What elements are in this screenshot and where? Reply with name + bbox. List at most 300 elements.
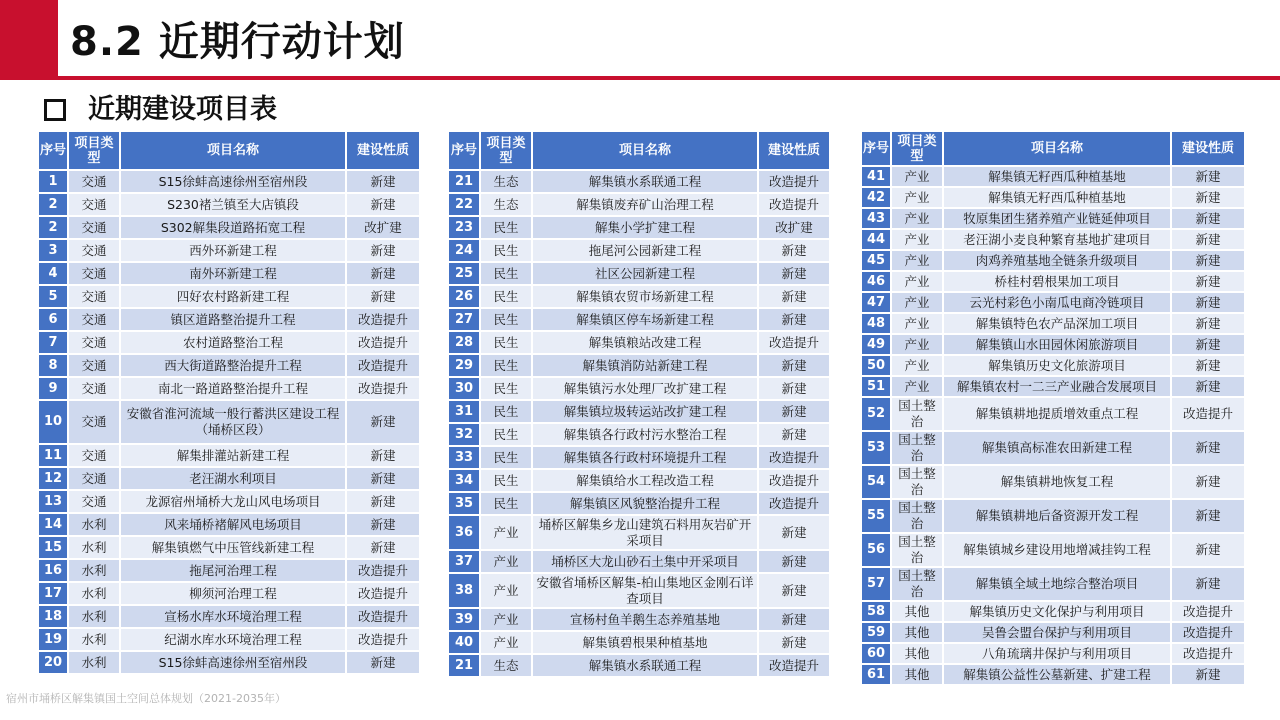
- row-type: 交通: [69, 332, 119, 353]
- row-name: 解集镇粮站改建工程: [533, 332, 757, 353]
- row-nature: 新建: [347, 652, 419, 673]
- row-type: 民生: [481, 401, 531, 422]
- row-nature: 新建: [759, 355, 829, 376]
- row-name: S15徐蚌高速徐州至宿州段: [121, 652, 345, 673]
- row-type: 国土整治: [892, 534, 942, 566]
- row-name: 宣杨水库水环境治理工程: [121, 606, 345, 627]
- row-name: 云光村彩色小南瓜电商冷链项目: [944, 293, 1170, 312]
- header-nature: 建设性质: [759, 132, 829, 169]
- row-number: 32: [449, 424, 479, 445]
- row-nature: 新建: [759, 401, 829, 422]
- row-number: 9: [39, 378, 67, 399]
- row-nature: 新建: [347, 194, 419, 215]
- table-row: [862, 188, 1244, 207]
- table-row: [449, 355, 829, 376]
- row-nature: 新建: [759, 609, 829, 630]
- table-row: [449, 493, 829, 514]
- row-type: 产业: [481, 632, 531, 653]
- row-type: 产业: [892, 356, 942, 375]
- row-name: 镇区道路整治提升工程: [121, 309, 345, 330]
- row-number: 20: [39, 652, 67, 673]
- row-number: 14: [39, 514, 67, 535]
- row-name: 解集镇给水工程改造工程: [533, 470, 757, 491]
- row-nature: 新建: [759, 286, 829, 307]
- row-type: 民生: [481, 263, 531, 284]
- row-name: 解集镇污水处理厂改扩建工程: [533, 378, 757, 399]
- row-number: 4: [39, 263, 67, 284]
- row-name: 解集镇燃气中压管线新建工程: [121, 537, 345, 558]
- row-number: 52: [862, 398, 890, 430]
- row-nature: 新建: [347, 537, 419, 558]
- row-nature: 新建: [1172, 335, 1244, 354]
- row-name: 风来埇桥褚解风电场项目: [121, 514, 345, 535]
- row-nature: 改造提升: [347, 378, 419, 399]
- table-row: [39, 286, 419, 307]
- table-row: [862, 209, 1244, 228]
- row-type: 产业: [481, 574, 531, 607]
- row-number: 35: [449, 493, 479, 514]
- row-name: 社区公园新建工程: [533, 263, 757, 284]
- table-row: [449, 609, 829, 630]
- row-number: 26: [449, 286, 479, 307]
- table-row: [862, 251, 1244, 270]
- row-number: 51: [862, 377, 890, 396]
- row-number: 8: [39, 355, 67, 376]
- row-type: 国土整治: [892, 432, 942, 464]
- row-type: 交通: [69, 378, 119, 399]
- row-type: 产业: [481, 609, 531, 630]
- row-name: 老汪湖水利项目: [121, 468, 345, 489]
- row-number: 43: [862, 209, 890, 228]
- header-name: 项目名称: [121, 132, 345, 169]
- row-type: 民生: [481, 332, 531, 353]
- row-number: 40: [449, 632, 479, 653]
- table-row: [39, 263, 419, 284]
- row-name: 安徽省埇桥区解集-柏山集地区金刚石详查项目: [533, 574, 757, 607]
- row-number: 2: [39, 194, 67, 215]
- row-nature: 改扩建: [759, 217, 829, 238]
- title-accent-block: [0, 0, 58, 80]
- table-row: [449, 551, 829, 572]
- row-number: 10: [39, 401, 67, 443]
- row-type: 产业: [892, 293, 942, 312]
- row-number: 61: [862, 665, 890, 684]
- table-row: [449, 378, 829, 399]
- row-number: 30: [449, 378, 479, 399]
- row-nature: 新建: [1172, 272, 1244, 291]
- row-number: 24: [449, 240, 479, 261]
- row-name: S230褚兰镇至大店镇段: [121, 194, 345, 215]
- row-type: 水利: [69, 583, 119, 604]
- project-table-1: [37, 130, 421, 675]
- row-number: 25: [449, 263, 479, 284]
- row-nature: 新建: [759, 378, 829, 399]
- row-name: 安徽省淮河流域一般行蓄洪区建设工程（埇桥区段）: [121, 401, 345, 443]
- row-type: 产业: [892, 230, 942, 249]
- row-number: 11: [39, 445, 67, 466]
- row-type: 民生: [481, 355, 531, 376]
- row-nature: 新建: [347, 286, 419, 307]
- row-name: S15徐蚌高速徐州至宿州段: [121, 171, 345, 192]
- table-row: [862, 272, 1244, 291]
- row-type: 产业: [892, 188, 942, 207]
- row-nature: 新建: [1172, 251, 1244, 270]
- row-name: 西外环新建工程: [121, 240, 345, 261]
- table-row: [39, 171, 419, 192]
- row-nature: 新建: [347, 491, 419, 512]
- table-row: [39, 355, 419, 376]
- table-row: [39, 606, 419, 627]
- row-name: 解集镇历史文化保护与利用项目: [944, 602, 1170, 621]
- row-type: 交通: [69, 309, 119, 330]
- row-nature: 新建: [1172, 314, 1244, 333]
- row-number: 37: [449, 551, 479, 572]
- row-number: 23: [449, 217, 479, 238]
- row-type: 民生: [481, 286, 531, 307]
- row-number: 18: [39, 606, 67, 627]
- table-row: [39, 468, 419, 489]
- table-row: [862, 534, 1244, 566]
- row-type: 水利: [69, 560, 119, 581]
- table-row: [449, 217, 829, 238]
- table-row: [449, 332, 829, 353]
- row-type: 国土整治: [892, 568, 942, 600]
- row-name: 解集镇无籽西瓜种植基地: [944, 167, 1170, 186]
- row-type: 国土整治: [892, 466, 942, 498]
- row-nature: 新建: [1172, 209, 1244, 228]
- header-seq: 序号: [39, 132, 67, 169]
- row-name: 南外环新建工程: [121, 263, 345, 284]
- row-number: 13: [39, 491, 67, 512]
- row-type: 交通: [69, 491, 119, 512]
- row-name: S302解集段道路拓宽工程: [121, 217, 345, 238]
- row-nature: 新建: [1172, 188, 1244, 207]
- row-name: 解集镇全域土地综合整治项目: [944, 568, 1170, 600]
- table-row: [449, 286, 829, 307]
- row-name: 解集镇碧根果种植基地: [533, 632, 757, 653]
- row-number: 39: [449, 609, 479, 630]
- row-nature: 新建: [347, 401, 419, 443]
- table-row: [449, 447, 829, 468]
- row-type: 国土整治: [892, 500, 942, 532]
- row-type: 产业: [892, 314, 942, 333]
- row-nature: 新建: [759, 240, 829, 261]
- row-type: 其他: [892, 644, 942, 663]
- row-name: 柳须河治理工程: [121, 583, 345, 604]
- row-type: 生态: [481, 171, 531, 192]
- row-number: 49: [862, 335, 890, 354]
- row-name: 埇桥区解集乡龙山建筑石料用灰岩矿开采项目: [533, 516, 757, 549]
- row-name: 解集镇水系联通工程: [533, 171, 757, 192]
- row-nature: 新建: [347, 514, 419, 535]
- row-type: 产业: [892, 209, 942, 228]
- row-name: 解集镇垃圾转运站改扩建工程: [533, 401, 757, 422]
- row-number: 46: [862, 272, 890, 291]
- row-nature: 新建: [347, 445, 419, 466]
- row-number: 58: [862, 602, 890, 621]
- row-type: 产业: [481, 516, 531, 549]
- table-row: [862, 377, 1244, 396]
- row-name: 解集镇各行政村环境提升工程: [533, 447, 757, 468]
- table-row: [39, 583, 419, 604]
- row-name: 纪湖水库水环境治理工程: [121, 629, 345, 650]
- row-name: 桥桂村碧根果加工项目: [944, 272, 1170, 291]
- row-type: 水利: [69, 537, 119, 558]
- row-nature: 改造提升: [759, 332, 829, 353]
- table-row: [449, 171, 829, 192]
- project-table-3: [860, 130, 1246, 686]
- row-type: 水利: [69, 652, 119, 673]
- header-name: 项目名称: [533, 132, 757, 169]
- table-row: [39, 401, 419, 443]
- table-row: [449, 424, 829, 445]
- table-row: [862, 500, 1244, 532]
- row-type: 交通: [69, 401, 119, 443]
- row-type: 产业: [892, 251, 942, 270]
- table-row: [39, 309, 419, 330]
- row-nature: 改造提升: [347, 629, 419, 650]
- table-row: [39, 194, 419, 215]
- row-type: 交通: [69, 445, 119, 466]
- row-nature: 改造提升: [759, 655, 829, 676]
- table-row: [39, 445, 419, 466]
- table-row: [39, 378, 419, 399]
- row-number: 3: [39, 240, 67, 261]
- row-number: 54: [862, 466, 890, 498]
- row-name: 解集镇区停车场新建工程: [533, 309, 757, 330]
- row-number: 41: [862, 167, 890, 186]
- row-name: 解集镇水系联通工程: [533, 655, 757, 676]
- footer-caption: 宿州市埇桥区解集镇国土空间总体规划（2021-2035年）: [6, 692, 286, 705]
- row-number: 53: [862, 432, 890, 464]
- table-row: [39, 217, 419, 238]
- row-nature: 改造提升: [759, 447, 829, 468]
- row-nature: 新建: [1172, 665, 1244, 684]
- row-type: 产业: [892, 335, 942, 354]
- table-row: [862, 314, 1244, 333]
- row-number: 60: [862, 644, 890, 663]
- row-number: 48: [862, 314, 890, 333]
- row-type: 民生: [481, 470, 531, 491]
- row-nature: 改造提升: [759, 470, 829, 491]
- row-number: 7: [39, 332, 67, 353]
- row-name: 解集镇高标准农田新建工程: [944, 432, 1170, 464]
- header-nature: 建设性质: [347, 132, 419, 169]
- table-row: [862, 230, 1244, 249]
- row-number: 21: [449, 171, 479, 192]
- row-name: 埇桥区大龙山砂石土集中开采项目: [533, 551, 757, 572]
- row-number: 19: [39, 629, 67, 650]
- row-name: 解集镇农贸市场新建工程: [533, 286, 757, 307]
- row-nature: 新建: [347, 468, 419, 489]
- row-number: 21: [449, 655, 479, 676]
- table-row: [862, 335, 1244, 354]
- row-nature: 新建: [1172, 432, 1244, 464]
- table-row: [862, 665, 1244, 684]
- row-nature: 改造提升: [1172, 398, 1244, 430]
- row-nature: 新建: [347, 263, 419, 284]
- table-row: [862, 568, 1244, 600]
- row-number: 1: [39, 171, 67, 192]
- table-row: [449, 655, 829, 676]
- row-nature: 新建: [1172, 293, 1244, 312]
- table-row: [39, 537, 419, 558]
- row-number: 17: [39, 583, 67, 604]
- header-type: 项目类型: [481, 132, 531, 169]
- table-row: [862, 466, 1244, 498]
- row-nature: 新建: [1172, 500, 1244, 532]
- row-name: 拖尾河公园新建工程: [533, 240, 757, 261]
- row-type: 产业: [481, 551, 531, 572]
- row-number: 12: [39, 468, 67, 489]
- row-type: 水利: [69, 629, 119, 650]
- row-name: 解集镇耕地提质增效重点工程: [944, 398, 1170, 430]
- row-number: 42: [862, 188, 890, 207]
- row-number: 36: [449, 516, 479, 549]
- row-name: 解集镇各行政村污水整治工程: [533, 424, 757, 445]
- row-name: 解集镇特色农产品深加工项目: [944, 314, 1170, 333]
- row-type: 民生: [481, 240, 531, 261]
- header-seq: 序号: [449, 132, 479, 169]
- page-title: 8.2 近期行动计划: [70, 19, 405, 65]
- row-name: 解集镇耕地后备资源开发工程: [944, 500, 1170, 532]
- row-nature: 新建: [1172, 230, 1244, 249]
- row-nature: 新建: [1172, 466, 1244, 498]
- row-name: 南北一路道路整治提升工程: [121, 378, 345, 399]
- row-nature: 新建: [759, 309, 829, 330]
- row-nature: 新建: [759, 424, 829, 445]
- row-nature: 改造提升: [759, 194, 829, 215]
- header-type: 项目类型: [69, 132, 119, 169]
- row-name: 吴鲁会盟台保护与利用项目: [944, 623, 1170, 642]
- row-nature: 改造提升: [347, 309, 419, 330]
- title-underline: [58, 76, 1280, 80]
- row-type: 交通: [69, 355, 119, 376]
- row-nature: 新建: [1172, 167, 1244, 186]
- row-name: 西大街道路整治提升工程: [121, 355, 345, 376]
- row-number: 56: [862, 534, 890, 566]
- row-type: 产业: [892, 167, 942, 186]
- row-name: 解集镇农村一二三产业融合发展项目: [944, 377, 1170, 396]
- row-name: 拖尾河治理工程: [121, 560, 345, 581]
- header-nature: 建设性质: [1172, 132, 1244, 165]
- row-name: 解集镇消防站新建工程: [533, 355, 757, 376]
- row-number: 5: [39, 286, 67, 307]
- row-name: 解集镇城乡建设用地增减挂钩工程: [944, 534, 1170, 566]
- row-name: 解集镇公益性公墓新建、扩建工程: [944, 665, 1170, 684]
- table-row: [449, 516, 829, 549]
- row-nature: 新建: [347, 240, 419, 261]
- row-number: 55: [862, 500, 890, 532]
- row-nature: 改造提升: [347, 560, 419, 581]
- row-type: 民生: [481, 493, 531, 514]
- row-number: 59: [862, 623, 890, 642]
- row-nature: 新建: [759, 574, 829, 607]
- row-number: 27: [449, 309, 479, 330]
- row-name: 解集镇无籽西瓜种植基地: [944, 188, 1170, 207]
- square-bullet-icon: [44, 99, 66, 121]
- table-row: [39, 491, 419, 512]
- row-number: 50: [862, 356, 890, 375]
- row-nature: 新建: [759, 632, 829, 653]
- row-number: 2: [39, 217, 67, 238]
- table-row: [39, 332, 419, 353]
- row-nature: 改造提升: [347, 355, 419, 376]
- table-row: [449, 574, 829, 607]
- table-row: [39, 514, 419, 535]
- row-name: 解集镇山水田园休闲旅游项目: [944, 335, 1170, 354]
- table-row: [862, 356, 1244, 375]
- row-nature: 改扩建: [347, 217, 419, 238]
- row-type: 其他: [892, 665, 942, 684]
- row-number: 15: [39, 537, 67, 558]
- row-type: 水利: [69, 514, 119, 535]
- row-nature: 新建: [1172, 377, 1244, 396]
- row-name: 四好农村路新建工程: [121, 286, 345, 307]
- row-type: 水利: [69, 606, 119, 627]
- row-nature: 新建: [1172, 568, 1244, 600]
- table-row: [862, 398, 1244, 430]
- row-type: 交通: [69, 240, 119, 261]
- row-type: 民生: [481, 378, 531, 399]
- row-name: 解集镇废弃矿山治理工程: [533, 194, 757, 215]
- row-nature: 改造提升: [347, 606, 419, 627]
- row-type: 生态: [481, 655, 531, 676]
- row-nature: 新建: [1172, 534, 1244, 566]
- row-nature: 改造提升: [759, 493, 829, 514]
- row-number: 38: [449, 574, 479, 607]
- row-name: 解集小学扩建工程: [533, 217, 757, 238]
- row-name: 八角琉璃井保护与利用项目: [944, 644, 1170, 663]
- row-name: 解集镇历史文化旅游项目: [944, 356, 1170, 375]
- row-number: 44: [862, 230, 890, 249]
- table-row: [862, 167, 1244, 186]
- table-row: [39, 629, 419, 650]
- row-name: 解集镇耕地恢复工程: [944, 466, 1170, 498]
- row-name: 老汪湖小麦良种繁育基地扩建项目: [944, 230, 1170, 249]
- table-row: [39, 652, 419, 673]
- row-nature: 新建: [759, 516, 829, 549]
- row-nature: 改造提升: [759, 171, 829, 192]
- row-number: 6: [39, 309, 67, 330]
- row-number: 47: [862, 293, 890, 312]
- row-name: 解集排灌站新建工程: [121, 445, 345, 466]
- table-row: [449, 263, 829, 284]
- table-row: [862, 432, 1244, 464]
- table-row: [862, 602, 1244, 621]
- row-type: 民生: [481, 217, 531, 238]
- row-type: 交通: [69, 194, 119, 215]
- table-row: [449, 194, 829, 215]
- row-nature: 新建: [347, 171, 419, 192]
- row-number: 16: [39, 560, 67, 581]
- row-number: 45: [862, 251, 890, 270]
- row-type: 交通: [69, 468, 119, 489]
- row-type: 产业: [892, 272, 942, 291]
- row-name: 农村道路整治工程: [121, 332, 345, 353]
- row-nature: 改造提升: [347, 332, 419, 353]
- row-nature: 改造提升: [347, 583, 419, 604]
- row-name: 牧原集团生猪养殖产业链延伸项目: [944, 209, 1170, 228]
- row-number: 57: [862, 568, 890, 600]
- row-type: 国土整治: [892, 398, 942, 430]
- row-nature: 改造提升: [1172, 602, 1244, 621]
- row-nature: 新建: [759, 551, 829, 572]
- row-number: 28: [449, 332, 479, 353]
- row-type: 交通: [69, 286, 119, 307]
- row-name: 宣杨村鱼羊鹅生态养殖基地: [533, 609, 757, 630]
- section-subtitle: [44, 92, 277, 128]
